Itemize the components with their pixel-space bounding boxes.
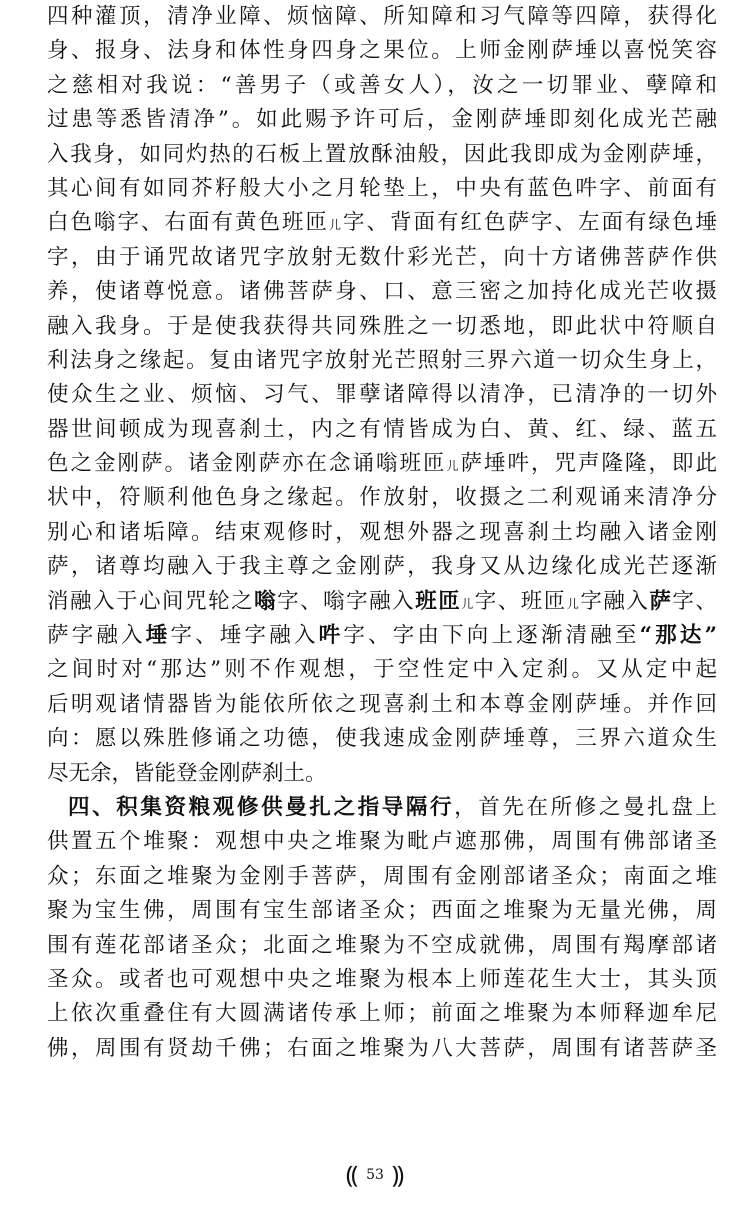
- text-line: 之间时对“那达”则不作观想，于空性定中入定刹。又从定中起: [47, 657, 717, 683]
- text-line: 之慈相对我说：“善男子（或善女人），汝之一切罪业、孽障和: [47, 72, 717, 98]
- small-glyph: 儿: [461, 596, 475, 611]
- text-line: [47, 447, 717, 481]
- text-line: 围有莲花部诸圣众；北面之堆聚为不空成就佛，周围有羯摩部诸: [47, 932, 717, 958]
- text-line: 供置五个堆聚：观想中央之堆聚为毗卢遮那佛，周围有佛部诸圣: [47, 829, 717, 855]
- text-line: [47, 619, 717, 653]
- text-line: 上依次重叠住有大圆满诸传承上师；前面之堆聚为本师释迦牟尼: [47, 1001, 717, 1027]
- text-line: 聚为宝生佛，周围有宝生部诸圣众；西面之堆聚为无量光佛，周: [47, 898, 717, 924]
- text-run: 萨埵吽，咒声隆隆，即此: [460, 451, 717, 477]
- text-run: 消融入于心间咒轮之: [47, 588, 255, 614]
- bold-glyph: 埵: [145, 623, 171, 649]
- text-line: 利法身之缘起。复由诸咒字放射光芒照射三界六道一切众生身上，: [47, 347, 717, 373]
- text-line: [47, 791, 717, 825]
- page-footer: [0, 1160, 750, 1190]
- text-run: 字、班匝: [474, 588, 567, 614]
- small-glyph: 儿: [328, 218, 343, 233]
- bold-glyph: 嗡: [254, 588, 278, 614]
- text-run: 字、嗡字融入: [277, 588, 416, 614]
- text-run: ，首先在所修之曼扎盘上: [454, 794, 717, 820]
- text-line: 向：愿以殊胜修诵之功德，使我速成金刚萨埵尊，三界六道众生: [47, 726, 717, 752]
- body-text: [47, 0, 717, 1066]
- text-line: 佛，周围有贤劫千佛；右面之堆聚为八大菩萨，周围有诸菩萨圣: [47, 1035, 717, 1061]
- text-run: 字、埵字融入: [170, 623, 319, 649]
- page-number: 53: [366, 1167, 384, 1183]
- text-line: 众；东面之堆聚为金刚手菩萨，周围有金刚部诸圣众；南面之堆: [47, 863, 717, 889]
- text-line: 字，由于诵咒故诸咒字放射无数什彩光芒，向十方诸佛菩萨作供: [47, 244, 717, 270]
- text-line: 圣众。或者也可观想中央之堆聚为根本上师莲花生大士，其头顶: [47, 966, 717, 992]
- text-line: [47, 206, 717, 240]
- text-run: 色之金刚萨。诸金刚萨亦在念诵嗡班匝: [47, 451, 447, 477]
- bold-glyph: 萨: [649, 588, 673, 614]
- text-line: 萨，诸尊均融入于我主尊之金刚萨，我身又从边缘化成光芒逐渐: [47, 554, 717, 580]
- text-line: 其心间有如同芥籽般大小之月轮垫上，中央有蓝色吽字、前面有: [47, 175, 717, 201]
- text-run: 字、: [672, 588, 717, 614]
- text-line: 四种灌顶，清净业障、烦恼障、所知障和习气障等四障，获得化: [47, 4, 717, 29]
- text-line: 状中，符顺利他色身之缘起。作放射，收摄之二利观诵来清净分: [47, 485, 717, 511]
- text-line: 过患等悉皆清净”。如此赐予许可后，金刚萨埵即刻化成光芒融: [47, 107, 717, 133]
- small-glyph: 儿: [446, 459, 461, 474]
- text-run: 字融入: [580, 588, 650, 614]
- text-line: [47, 585, 717, 619]
- footer-left-bracket-icon: ⸨: [345, 1161, 359, 1189]
- bold-glyph: “那达”: [639, 623, 717, 649]
- text-run: 字、字由下向上逐渐清融至: [343, 623, 640, 649]
- bold-glyph: 班匝: [415, 588, 462, 614]
- text-line: 身、报身、法身和体性身四身之果位。上师金刚萨埵以喜悦笑容: [47, 38, 717, 64]
- text-line: 养，使诸尊悦意。诸佛菩萨身、口、意三密之加持化成光芒收摄: [47, 279, 717, 305]
- text-run: 萨字融入: [47, 623, 146, 649]
- text-run: 字、背面有红色萨字、左面有绿色埵: [342, 210, 717, 236]
- text-line: 使众生之业、烦恼、习气、罪孽诸障得以清净，已清净的一切外: [47, 382, 717, 408]
- text-line: 尽无余，皆能登金刚萨刹土。: [47, 760, 327, 786]
- text-run: 白色嗡字、右面有黄色班匝: [47, 210, 329, 236]
- section-heading: 四、积集资粮观修供曼扎之指导隔行: [68, 794, 455, 820]
- bold-glyph: 吽: [318, 623, 344, 649]
- text-line: 后明观诸情器皆为能依所依之现喜刹土和本尊金刚萨埵。并作回: [47, 691, 717, 717]
- text-line: 入我身，如同灼热的石板上置放酥油般，因此我即成为金刚萨埵，: [47, 141, 717, 167]
- text-line: 融入我身。于是使我获得共同殊胜之一切悉地，即此状中符顺自: [47, 313, 717, 339]
- footer-right-bracket-icon: ⸩: [391, 1161, 405, 1189]
- small-glyph: 儿: [566, 596, 581, 611]
- text-line: 别心和诸垢障。结束观修时，观想外器之现喜刹土均融入诸金刚: [47, 519, 717, 545]
- text-line: 器世间顿成为现喜刹土，内之有情皆成为白、黄、红、绿、蓝五: [47, 416, 717, 442]
